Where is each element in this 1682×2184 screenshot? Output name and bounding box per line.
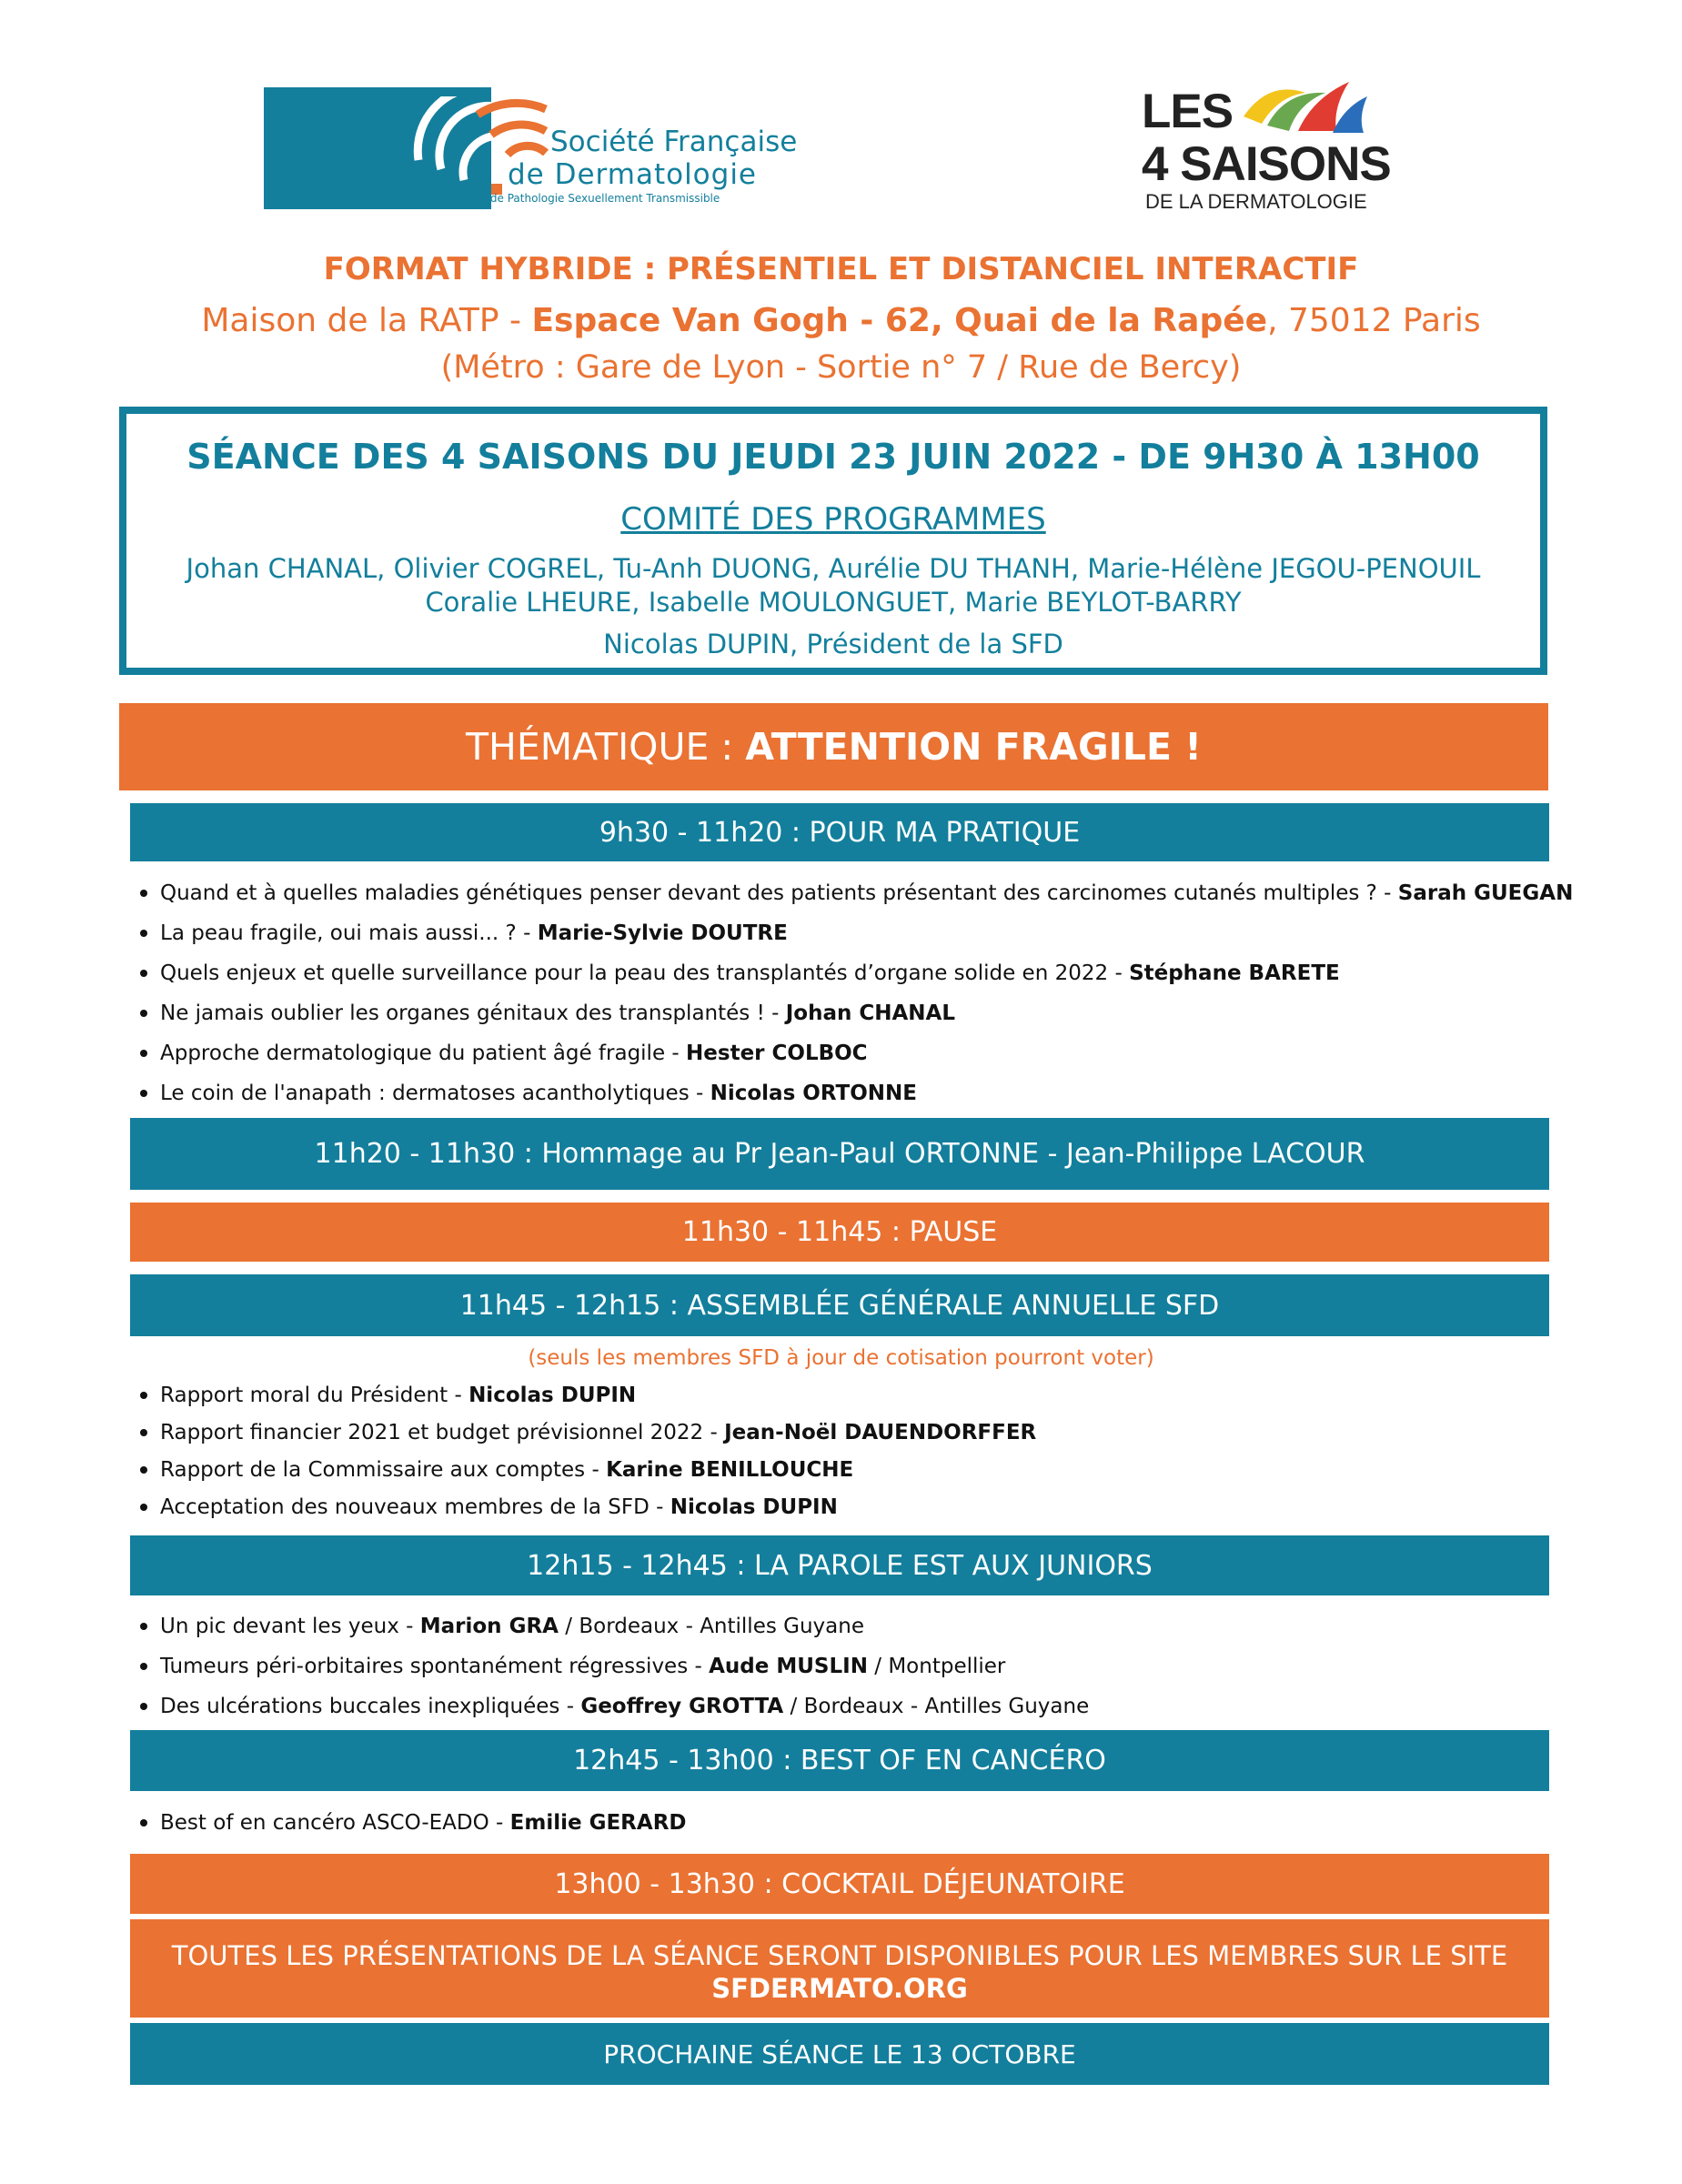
footer-availability [130, 1919, 1549, 2018]
list-item [136, 1612, 1089, 1652]
list-item [136, 1493, 1036, 1530]
thematique-label: THÉMATIQUE : [466, 725, 734, 769]
list-item [136, 1455, 1036, 1493]
item-title: Quand et à quelles maladies génétiques penser devant des patients présentant des carcinomes cutanés multiples ? - [160, 881, 1398, 905]
ag-note: (seuls les membres SFD à jour de cotisation pourront voter) [528, 1346, 1154, 1370]
item-speaker: Johan CHANAL [785, 1001, 956, 1025]
sfd-logo [264, 87, 821, 209]
item-speaker: Marie-Sylvie DOUTRE [537, 921, 788, 945]
list-item [136, 1039, 1573, 1079]
item-speaker: Sarah GUEGAN [1397, 881, 1574, 905]
seasons-logo-line1: LES [1142, 85, 1234, 138]
section-pause: 11h30 - 11h45 : PAUSE [130, 1203, 1549, 1262]
list-item [136, 999, 1573, 1039]
item-title: Ne jamais oublier les organes génitaux des transplantés ! - [160, 1001, 786, 1025]
seasons-sails-icon [1242, 80, 1369, 135]
section-pratique: 9h30 - 11h20 : POUR MA PRATIQUE [130, 803, 1549, 861]
item-affiliation: / Montpellier [867, 1655, 1006, 1678]
list-item [136, 1079, 1573, 1119]
list-item [136, 959, 1573, 999]
list-item [136, 1381, 1036, 1418]
four-seasons-logo [1142, 80, 1405, 216]
item-title: Tumeurs péri-orbitaires spontanément régressives - [160, 1655, 710, 1678]
sfd-logo-line1: Société Française [550, 126, 798, 158]
pratique-list [136, 879, 1573, 1119]
item-title: Des ulcérations buccales inexpliquées - [160, 1695, 581, 1718]
item-title: Quels enjeux et quelle surveillance pour la peau des transplantés d’organe solide en 2022 - [160, 961, 1130, 985]
venue-line [0, 302, 1682, 339]
list-item [136, 1418, 1036, 1455]
seance-box [119, 407, 1547, 675]
juniors-list [136, 1612, 1089, 1732]
seasons-logo-line2: 4 SAISONS [1142, 137, 1391, 191]
item-speaker: Nicolas ORTONNE [710, 1082, 917, 1105]
section-best: 12h45 - 13h00 : BEST OF EN CANCÉRO [130, 1730, 1549, 1791]
ag-list [136, 1381, 1036, 1530]
venue-prefix: Maison de la RATP - [201, 302, 532, 339]
section-cocktail: 13h00 - 13h30 : COCKTAIL DÉJEUNATOIRE [130, 1854, 1549, 1914]
item-speaker: Marion GRA [419, 1615, 559, 1638]
seasons-logo-line3: DE LA DERMATOLOGIE [1145, 190, 1367, 213]
seance-title: SÉANCE DES 4 SAISONS DU JEUDI 23 JUIN 2022 - DE 9H30 À 13H00 [186, 437, 1480, 477]
comite-members: Johan CHANAL, Olivier COGREL, Tu-Anh DUONG, Aurélie DU THANH, Marie-Hélène JEGOU-PENOUIL Coralie LHEURE, Isabelle MOULONGUET, Marie BEYLOT-BARRY [186, 553, 1481, 618]
item-speaker: Nicolas DUPIN [468, 1384, 637, 1407]
item-title: La peau fragile, oui mais aussi... ? - [160, 921, 538, 945]
venue-city: , 75012 Paris [1267, 302, 1481, 339]
venue-address: Espace Van Gogh - 62, Quai de la Rapée [531, 302, 1268, 339]
item-title: Rapport financier 2021 et budget prévisionnel 2022 - [160, 1421, 725, 1444]
section-hommage: 11h20 - 11h30 : Hommage au Pr Jean-Paul ORTONNE - Jean-Philippe LACOUR [130, 1118, 1549, 1190]
item-title: Le coin de l'anapath : dermatoses acantholytiques - [160, 1082, 710, 1105]
item-title: Approche dermatologique du patient âgé fragile - [160, 1042, 687, 1065]
footer-next-session: PROCHAINE SÉANCE LE 13 OCTOBRE [130, 2023, 1549, 2085]
item-title: Acceptation des nouveaux membres de la SFD - [160, 1495, 670, 1519]
item-speaker: Karine BENILLOUCHE [606, 1458, 854, 1482]
comite-heading: COMITÉ DES PROGRAMMES [620, 501, 1046, 538]
best-list [136, 1808, 687, 1848]
sfd-logo-line2: de Dermatologie [508, 158, 758, 191]
footer-site-link[interactable]: SFDERMATO.ORG [711, 1973, 968, 2004]
item-speaker: Emilie GERARD [509, 1811, 687, 1835]
item-title: Un pic devant les yeux - [160, 1615, 420, 1638]
item-title: Rapport de la Commissaire aux comptes - [160, 1458, 607, 1482]
item-title: Rapport moral du Président - [160, 1384, 469, 1407]
item-affiliation: / Bordeaux - Antilles Guyane [783, 1695, 1090, 1718]
item-speaker: Geoffrey GROTTA [580, 1695, 784, 1718]
president-line: Nicolas DUPIN, Président de la SFD [603, 629, 1063, 659]
list-item [136, 879, 1573, 919]
item-speaker: Hester COLBOC [686, 1042, 868, 1065]
metro-line: (Métro : Gare de Lyon - Sortie n° 7 / Rue de Bercy) [440, 349, 1242, 386]
section-ag: 11h45 - 12h15 : ASSEMBLÉE GÉNÉRALE ANNUELLE SFD [130, 1274, 1549, 1336]
list-item [136, 1652, 1089, 1692]
item-title: Best of en cancéro ASCO-EADO - [160, 1811, 510, 1835]
list-item [136, 1692, 1089, 1732]
item-speaker: Aude MUSLIN [709, 1655, 868, 1678]
item-speaker: Jean-Noël DAUENDORFFER [724, 1421, 1037, 1444]
list-item [136, 1808, 687, 1848]
sfd-logo-line3: et de Pathologie Sexuellement Transmissible [476, 192, 720, 205]
list-item [136, 919, 1573, 959]
item-affiliation: / Bordeaux - Antilles Guyane [558, 1615, 864, 1638]
section-juniors: 12h15 - 12h45 : LA PAROLE EST AUX JUNIORS [130, 1535, 1549, 1595]
format-heading: FORMAT HYBRIDE : PRÉSENTIEL ET DISTANCIEL INTERACTIF [323, 251, 1359, 287]
item-speaker: Stéphane BARETE [1129, 961, 1340, 985]
thematique-banner [119, 703, 1548, 790]
footer-availability-text: TOUTES LES PRÉSENTATIONS DE LA SÉANCE SERONT DISPONIBLES POUR LES MEMBRES SUR LE SITE [171, 1940, 1508, 1971]
thematique-value: ATTENTION FRAGILE ! [745, 725, 1202, 769]
item-speaker: Nicolas DUPIN [670, 1495, 838, 1519]
